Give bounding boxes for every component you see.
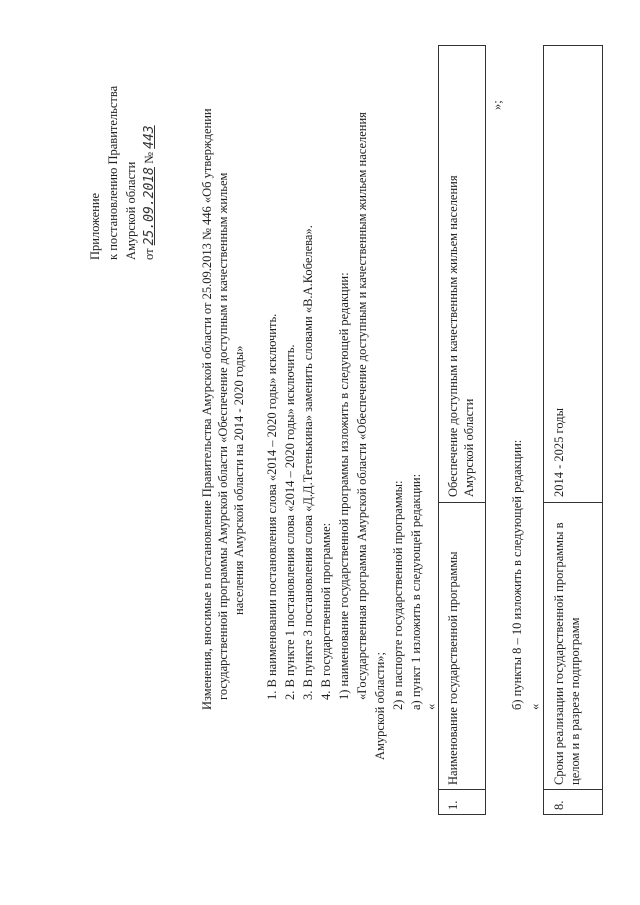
- table1-col-divider-2: [438, 502, 486, 503]
- date-prefix: от: [142, 248, 156, 260]
- quote-close: »;: [490, 100, 504, 110]
- appendix-line1: к постановлению Правительства: [106, 85, 120, 260]
- appendix-date-line: [142, 125, 157, 260]
- appendix-line2: Амурской области: [124, 161, 138, 260]
- table1-label: Наименование государственной программы: [446, 551, 460, 785]
- table2-label-line1: Сроки реализации государственной программы в: [552, 522, 566, 785]
- appendix-title: Приложение: [88, 192, 102, 260]
- item-3: 3. В пункте 3 постановления слова «Д.Д.Тетенькина» заменить словами «В.А.Кобелева».: [301, 225, 315, 700]
- item-4-1: 1) наименование государственной программы изложить в следующей редакции:: [337, 272, 351, 700]
- heading-line1: Изменения, вносимые в постановление Правительства Амурской области от 25.09.2013 № 446 «Об утверждении: [200, 108, 214, 710]
- item-4-2: 2) в паспорте государственной программы:: [391, 480, 405, 710]
- item-1: 1. В наименовании постановления слова «2014 – 2020 годы» исключить.: [265, 313, 279, 700]
- number-prefix: №: [142, 151, 156, 164]
- item-2: 2. В пункте 1 постановления слова «2014 – 2020 годы» исключить.: [283, 344, 297, 700]
- item-4-2-a: а) пункт 1 изложить в следующей редакции:: [409, 473, 423, 710]
- quote-open-2: «: [528, 703, 542, 710]
- table1-row-number: 1.: [446, 800, 460, 810]
- table2-label-line2: целом и в разрезе подпрограмм: [568, 617, 582, 785]
- table1-value-line1: Обеспечение доступным и качественным жильем населения: [446, 175, 460, 497]
- item-4-2-b: б) пункты 8 – 10 изложить в следующей редакции:: [510, 439, 524, 710]
- table2-row-number: 8.: [552, 800, 566, 810]
- table1-value-line2: Амурской области: [462, 398, 476, 497]
- item-4-1-text2: Амурской области»;: [373, 652, 387, 760]
- table2-col-divider-1: [543, 789, 603, 790]
- table2-value: 2014 - 2025 годы: [552, 407, 566, 497]
- heading-line2: государственной программы Амурской области «Обеспечение доступным и качественным жильем: [216, 172, 230, 700]
- handwritten-date: 25.09.2018: [142, 167, 157, 246]
- heading-line3: населения Амурской области на 2014 - 2020 годы»: [232, 345, 246, 615]
- quote-open: «: [424, 703, 438, 710]
- item-4: 4. В государственной программе:: [319, 522, 333, 700]
- handwritten-number: 443: [142, 125, 157, 149]
- table2-col-divider-2: [543, 502, 603, 503]
- table1-col-divider-1: [438, 789, 486, 790]
- item-4-1-text: «Государственная программа Амурской области «Обеспечение доступным и качественным жильем населения: [355, 112, 369, 700]
